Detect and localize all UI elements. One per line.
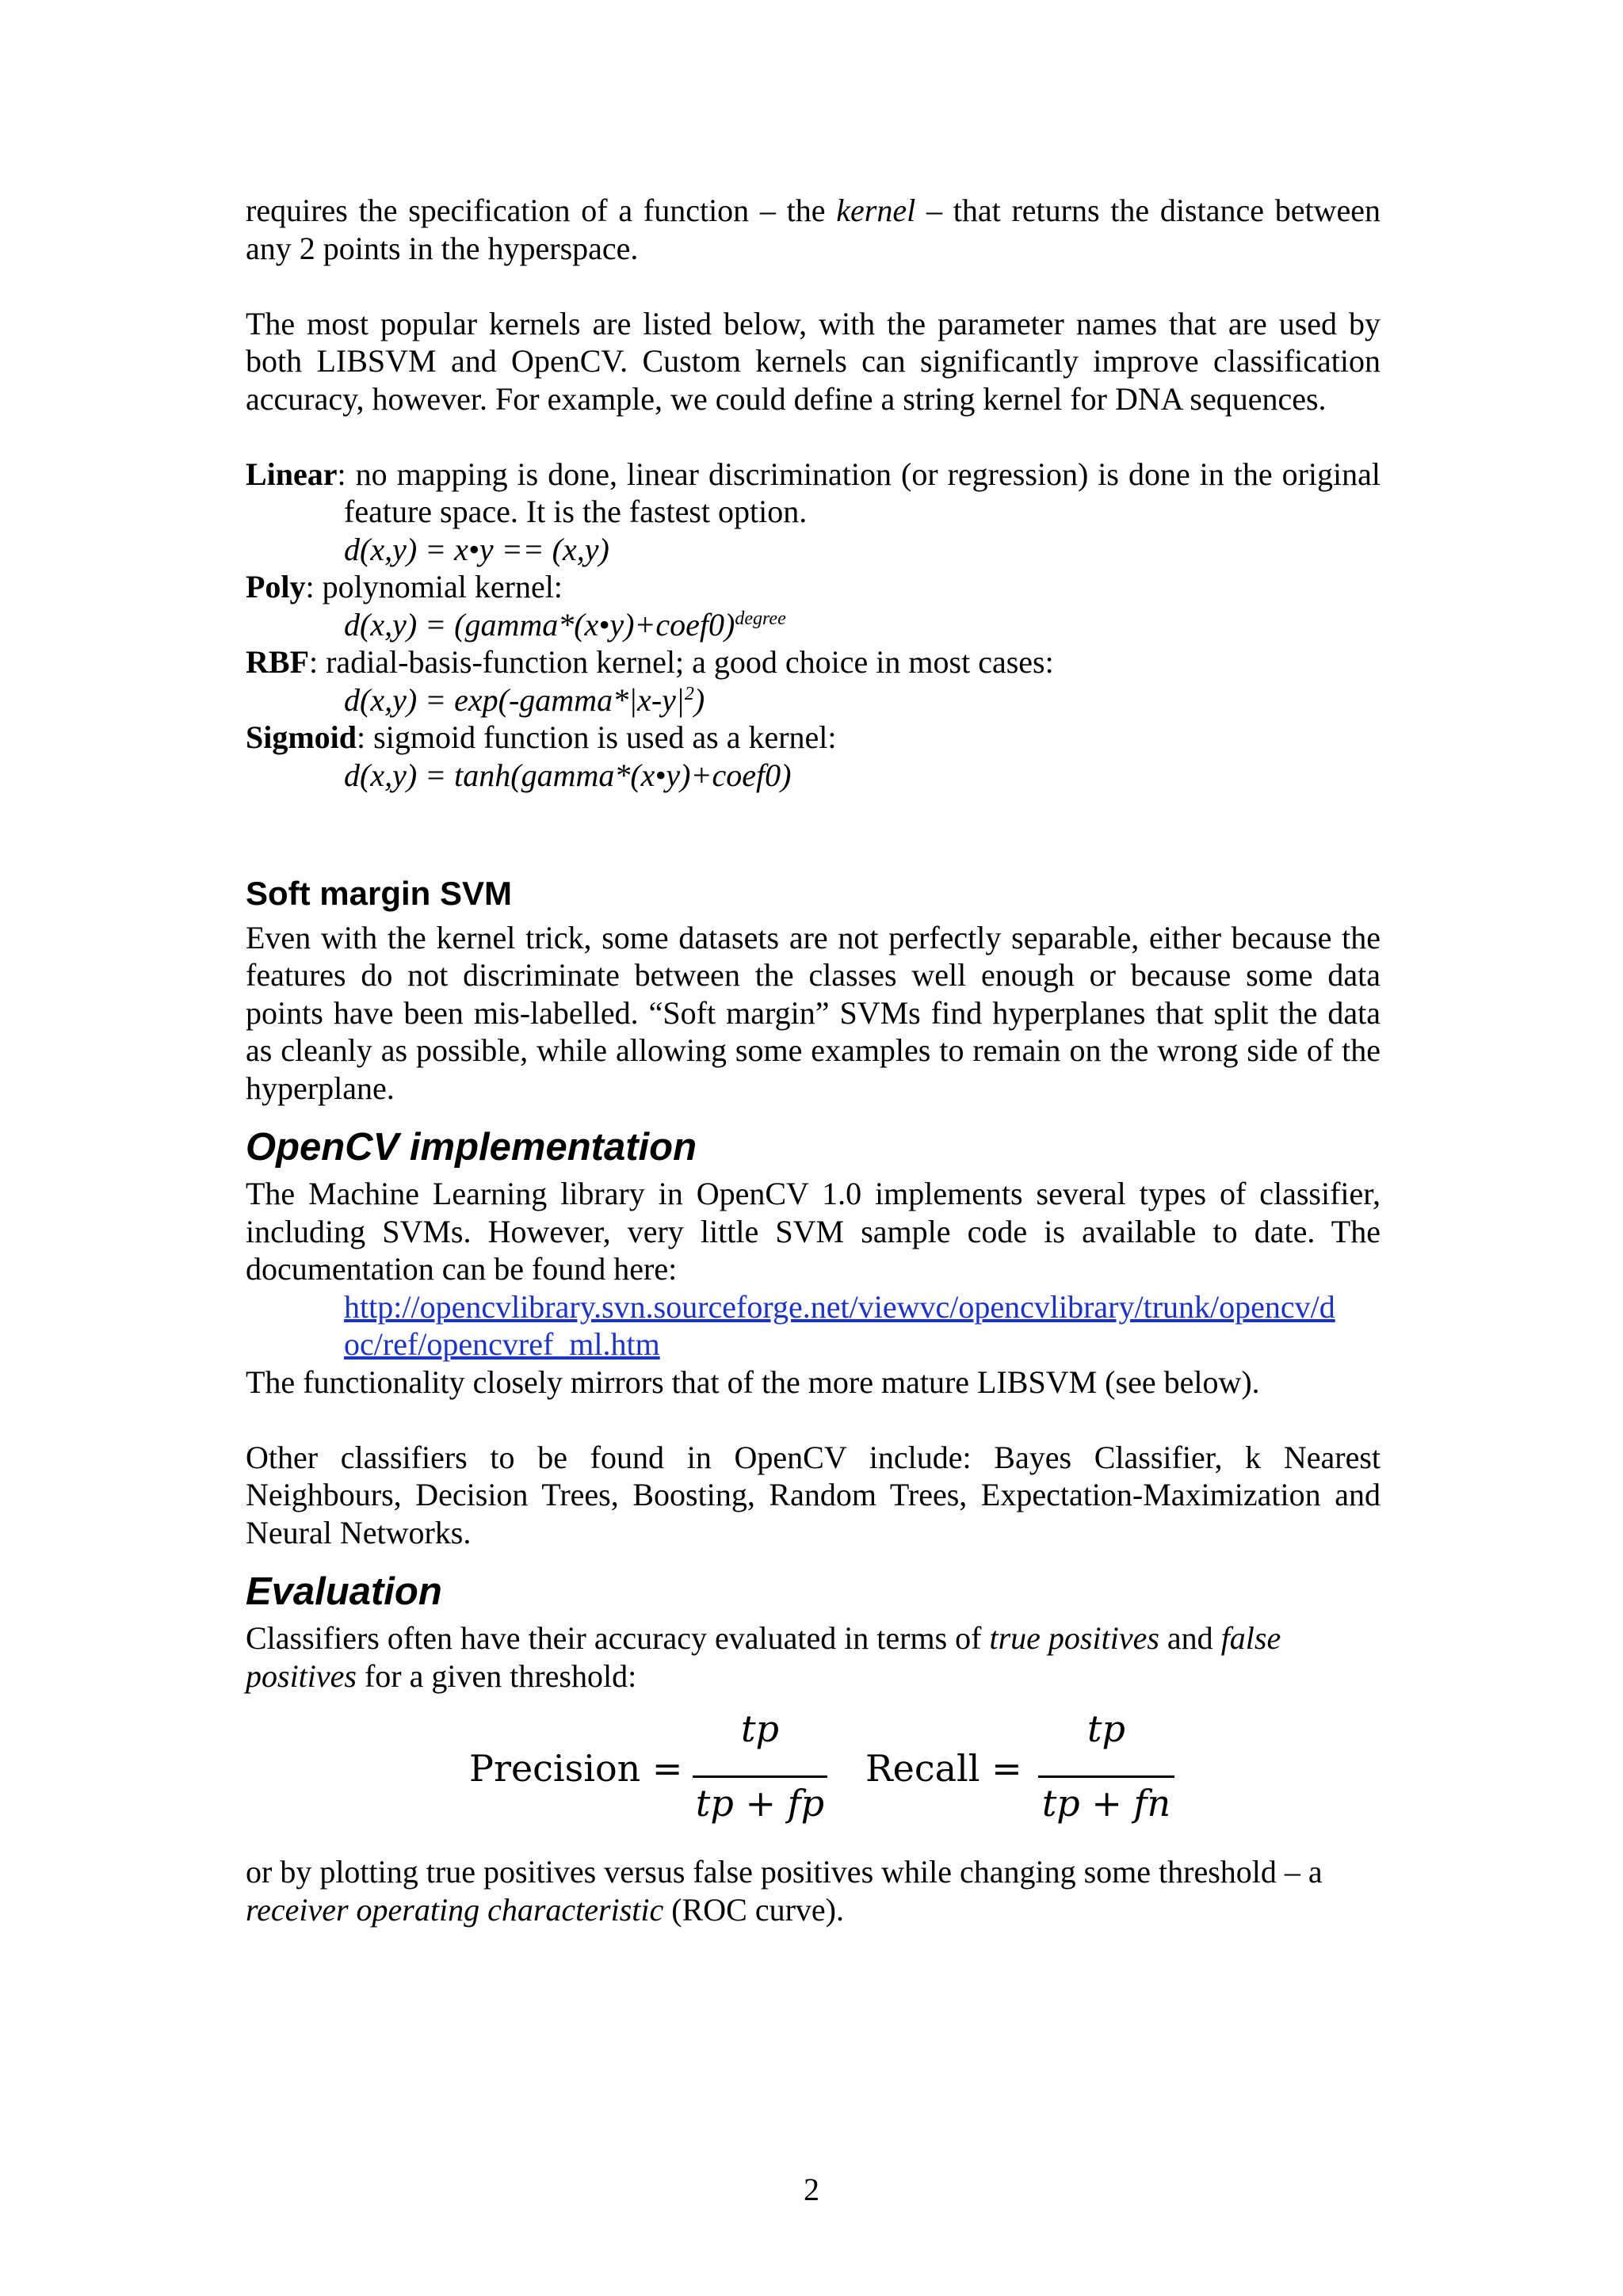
kernel-term: kernel [836,193,916,228]
formula-text: d(x,y) = exp(-gamma*|x-y| [344,681,685,718]
link-line-1: http://opencvlibrary.svn.sourceforge.net/viewvc/opencvlibrary/trunk/opencv/d [344,1288,1335,1325]
kernel-formula-rbf [246,681,1381,719]
kernel-sigmoid [246,719,1381,757]
opencv-after-link: The functionality closely mirrors that of the more mature LIBSVM (see below). [246,1363,1260,1400]
intro-text: requires the specification of a function – the [246,193,837,228]
intro-paragraph [246,192,1381,267]
recall-numerator: tp [1087,1707,1125,1750]
roc-text-end: (ROC curve). [663,1891,844,1928]
page-number: 2 [804,2172,819,2207]
kernel-name: Sigmoid [246,719,357,755]
precision-denominator: tp + fp [695,1782,825,1825]
kernel-poly [246,568,1381,606]
recall-fraction-bar [1038,1775,1174,1778]
true-positives-term: true positives [989,1620,1159,1656]
page-content [246,192,1381,1928]
kernel-linear [246,456,1381,531]
precision-recall-equation [246,1706,1381,1839]
roc-paragraph [246,1853,1381,1928]
roc-text: or by plotting true positives versus false positives while changing some threshold – a [246,1854,1323,1890]
soft-margin-heading: Soft margin SVM [246,874,513,912]
eval-text: for a given threshold: [356,1657,637,1694]
evaluation-paragraph [246,1619,1381,1695]
opencv-heading: OpenCV implementation [246,1126,697,1169]
kernel-name: RBF [246,644,309,680]
precision-numerator: tp [741,1707,779,1750]
kernel-desc: : polynomial kernel: [305,569,563,605]
false-term: false [1220,1620,1281,1656]
formula-text: d(x,y) = x•y == (x,y) [344,531,609,567]
positives-term: positives [246,1657,357,1694]
formula-text: d(x,y) = (gamma*(x•y)+coef0) [344,606,735,643]
roc-term: receiver operating characteristic [246,1891,664,1928]
kernel-formula-linear [246,531,1381,569]
precision-label: Precision = [469,1747,683,1790]
kernel-list [246,456,1381,795]
opencv-paragraph: The Machine Learning library in OpenCV 1.0 implements several types of classifier, including SVMs. However, very little SVM sample code is available to date. The documentation can be found here: [246,1176,1381,1287]
kernel-rbf [246,643,1381,681]
soft-margin-paragraph: Even with the kernel trick, some datasets are not perfectly separable, either because the features do not discriminate between the classes well enough or because some data points have been mis-labelled. “Soft margin” SVMs find hyperplanes that split the data as cleanly as possible, while allowing some examples to remain on the wrong side of the hyperplane. [246,919,1381,1106]
formula-text: d(x,y) = tanh(gamma*(x•y)+coef0) [344,757,792,793]
kernel-desc: : sigmoid function is used as a kernel: [357,719,837,755]
kernel-formula-sigmoid [246,757,1381,795]
link-line-2: oc/ref/opencvref_ml.htm [344,1326,660,1362]
kernel-desc: : radial-basis-function kernel; a good choice in most cases: [309,644,1054,680]
recall-denominator: tp + fn [1041,1782,1171,1825]
intro-text-cont: – that returns the distance between any 2 points in the hyperspace. [246,193,1381,266]
eval-text: Classifiers often have their accuracy evaluated in terms of [246,1620,990,1656]
kernel-formula-poly [246,606,1381,644]
evaluation-heading: Evaluation [246,1570,442,1613]
other-classifiers-paragraph: Other classifiers to be found in OpenCV include: Bayes Classifier, k Nearest Neighbours, Decision Trees, Boosting, Random Trees, Expectation-Maximization and Neural Networks. [246,1439,1381,1550]
kernel-name: Linear [246,456,338,492]
formula-tail: ) [693,681,705,718]
kernels-intro-paragraph: The most popular kernels are listed below, with the parameter names that are used by both LIBSVM and OpenCV. Custom kernels can significantly improve classification accuracy, however. For example, we could define a string kernel for DNA sequences. [246,305,1381,417]
formula-superscript: degree [735,608,786,629]
documentation-link[interactable] [344,1289,1335,1363]
kernel-name: Poly [246,569,306,605]
precision-fraction-bar [693,1775,827,1778]
recall-label: Recall = [865,1747,1022,1790]
documentation-link-block [246,1288,1381,1363]
formula-superscript: 2 [684,683,694,704]
eval-text: and [1159,1620,1221,1656]
kernel-desc: : no mapping is done, linear discrimination (or regression) is done in the original feature space. It is the fastest option. [337,456,1381,529]
